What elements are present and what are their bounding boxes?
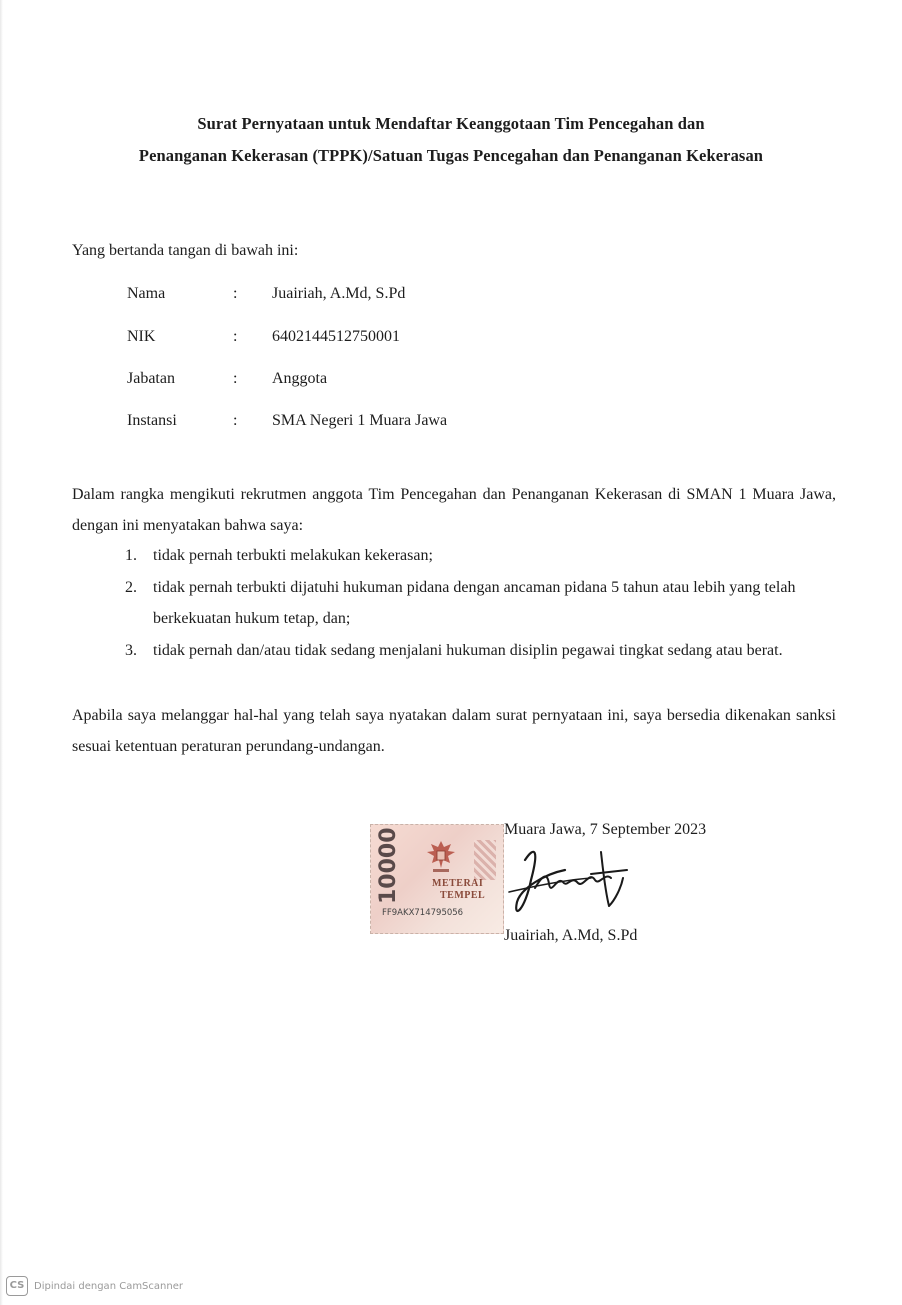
list-item	[125, 635, 825, 666]
stamp-value: 10000	[376, 827, 401, 904]
handwritten-signature	[505, 840, 635, 930]
sanction-paragraph: Apabila saya melanggar hal-hal yang telah saya nyatakan dalam surat pernyataan ini, saya bersedia dikenakan sanksi sesuai ketentuan peraturan perundang-undangan.	[72, 707, 836, 755]
field-colon: :	[233, 328, 238, 345]
field-value-jabatan: Anggota	[272, 370, 328, 387]
stamp-security-pattern	[474, 840, 496, 880]
field-value-instansi: SMA Negeri 1 Muara Jawa	[272, 412, 448, 429]
intro-text: Yang bertanda tangan di bawah ini:	[72, 242, 299, 259]
list-item	[125, 540, 825, 571]
field-colon: :	[233, 285, 238, 302]
list-item-number: 2.	[125, 579, 137, 596]
field-label-nama: Nama	[127, 285, 166, 302]
camscanner-logo-icon: CS	[6, 1276, 28, 1296]
stamp-label-tempel: TEMPEL	[440, 890, 486, 901]
document-title-line-1: Surat Pernyataan untuk Mendaftar Keanggotaan Tim Pencegahan dan	[197, 114, 705, 133]
field-label-nik: NIK	[127, 328, 156, 345]
list-item-text: tidak pernah terbukti melakukan kekerasan;	[153, 547, 433, 564]
field-label-jabatan: Jabatan	[127, 370, 175, 387]
list-item-number: 1.	[125, 547, 137, 564]
field-value-nama: Juairiah, A.Md, S.Pd	[272, 285, 406, 302]
stamp-label-meterai: METERAI	[432, 878, 484, 889]
statement-list	[125, 540, 825, 667]
list-item-text: tidak pernah dan/atau tidak sedang menjalani hukuman disiplin pegawai tingkat sedang atau berat.	[153, 642, 783, 659]
statement-intro-paragraph: Dalam rangka mengikuti rekrutmen anggota Tim Pencegahan dan Penanganan Kekerasan di SMAN 1 Muara Jawa, dengan ini menyatakan bahwa saya:	[72, 486, 836, 534]
signer-name: Juairiah, A.Md, S.Pd	[504, 927, 638, 944]
field-colon: :	[233, 370, 238, 387]
field-value-nik: 6402144512750001	[272, 328, 400, 345]
scanner-watermark-text: Dipindai dengan CamScanner	[34, 1280, 183, 1292]
document-title-line-2: Penanganan Kekerasan (TPPK)/Satuan Tugas Pencegahan dan Penanganan Kekerasan	[138, 146, 764, 165]
place-and-date: Muara Jawa, 7 September 2023	[504, 821, 707, 838]
field-label-instansi: Instansi	[127, 412, 177, 429]
list-item	[125, 572, 825, 634]
stamp-serial-number: FF9AKX714795056	[382, 908, 464, 918]
scan-edge-shadow	[0, 0, 3, 1305]
scanner-watermark	[6, 1276, 183, 1296]
garuda-emblem-icon	[424, 838, 458, 874]
list-item-number: 3.	[125, 642, 137, 659]
list-item-text: tidak pernah terbukti dijatuhi hukuman pidana dengan ancaman pidana 5 tahun atau lebih yang telah berkekuatan hukum tetap, dan;	[153, 579, 796, 627]
field-colon: :	[233, 412, 238, 429]
